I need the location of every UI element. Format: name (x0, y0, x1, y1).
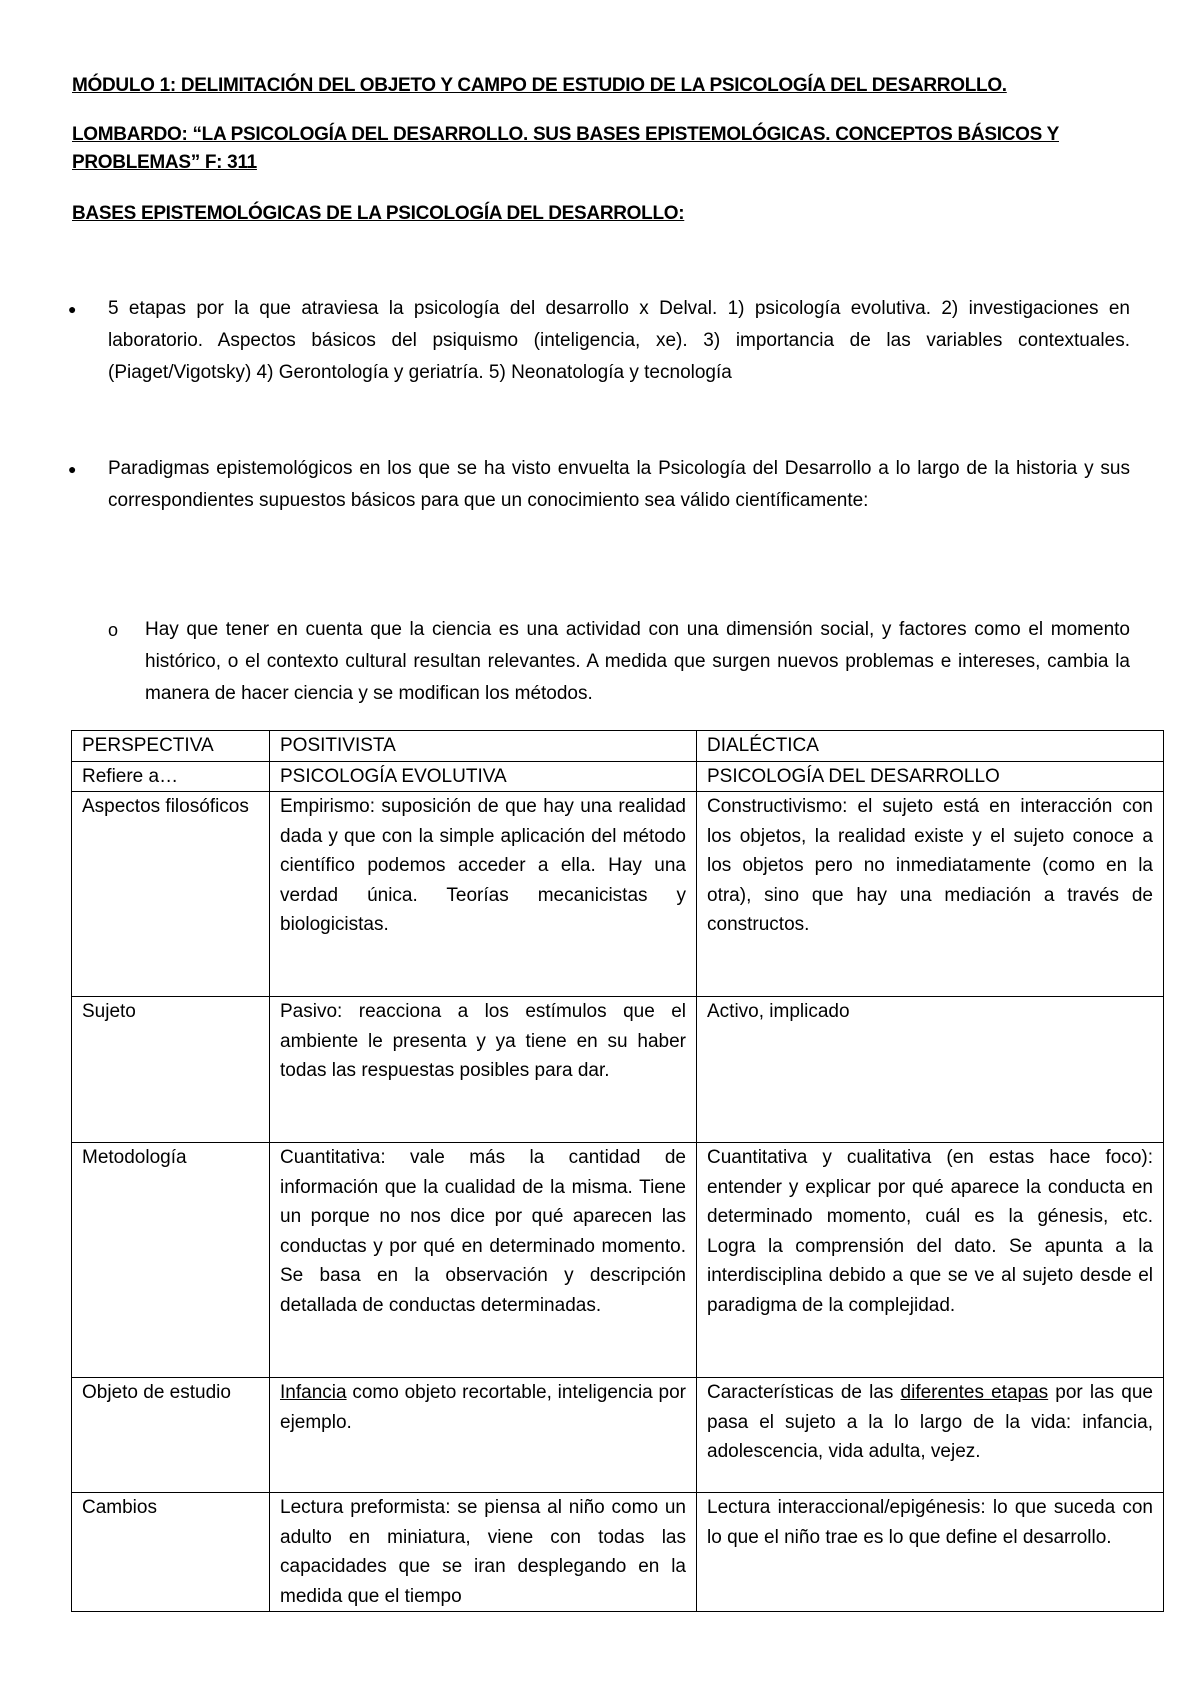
table-cell: Cuantitativa: vale más la cantidad de información que la cualidad de la misma. Tiene un porque no nos dice por qué aparecen las conductas y por qué en determinado momento. Se basa en la observación y descripción detallada de conductas determinadas. (270, 1143, 697, 1378)
module-heading: MÓDULO 1: DELIMITACIÓN DEL OBJETO Y CAMPO DE ESTUDIO DE LA PSICOLOGÍA DEL DESARROLLO. (72, 75, 1007, 96)
table-cell: Pasivo: reacciona a los estímulos que el ambiente le presenta y ya tiene en su haber todas las respuestas posibles para dar. (270, 997, 697, 1143)
table-cell: Activo, implicado (697, 997, 1164, 1143)
table-cell: Objeto de estudio (72, 1378, 270, 1493)
table-cell: Refiere a… (72, 761, 270, 792)
subbullet-ciencia: Hay que tener en cuenta que la ciencia es una actividad con una dimensión social, y factores como el momento histórico, o el contexto cultural resultan relevantes. A medida que surgen nuevos problemas e intereses, cambia la manera de hacer ciencia y se modifican los métodos. (145, 619, 1130, 704)
table-row (72, 731, 1164, 762)
cell-text: Características de las (707, 1382, 901, 1403)
table-cell: Lectura interaccional/epigénesis: lo que suceda con lo que el niño trae es lo que define el desarrollo. (697, 1493, 1164, 1612)
cell-text: por las que pasa el sujeto a la lo largo de la vida: infancia, adolescencia, vida adulta, vejez. (707, 1382, 1154, 1462)
table-cell: Cuantitativa y cualitativa (en estas hace foco): entender y explicar por qué aparece la conducta en determinado momento, cuál es la génesis, etc. Logra la comprensión del dato. Se apunta a la interdisciplina debido a que se ve al sujeto desde el paradigma de la complejidad. (697, 1143, 1164, 1378)
table-row (72, 1143, 1164, 1378)
table-cell: Metodología (72, 1143, 270, 1378)
table-cell: POSITIVISTA (270, 731, 697, 762)
table-cell: Constructivismo: el sujeto está en interacción con los objetos, la realidad existe y el sujeto conoce a los objetos pero no inmediatamente (como en la otra), sino que hay una mediación a través de constructos. (697, 792, 1164, 997)
underlined-text: diferentes etapas (900, 1382, 1049, 1403)
table-row (72, 761, 1164, 792)
table-cell: DIALÉCTICA (697, 731, 1164, 762)
table-row (72, 997, 1164, 1143)
table-cell (697, 1378, 1164, 1493)
cell-text: como objeto recortable, inteligencia por ejemplo. (280, 1382, 686, 1433)
table-cell: Lectura preformista: se piensa al niño como un adulto en miniatura, viene con todas las capacidades que se iran desplegando en la medida que el tiempo (270, 1493, 697, 1612)
table-cell: PSICOLOGÍA EVOLUTIVA (270, 761, 697, 792)
table-cell: Empirismo: suposición de que hay una realidad dada y que con la simple aplicación del método científico podemos acceder a ella. Hay una verdad única. Teorías mecanicistas y biologicistas. (270, 792, 697, 997)
table-row (72, 792, 1164, 997)
table-row (72, 1378, 1164, 1493)
lombardo-heading: LOMBARDO: “LA PSICOLOGÍA DEL DESARROLLO. SUS BASES EPISTEMOLÓGICAS. CONCEPTOS BÁSICOS Y PROBLEMAS” F: 311 (72, 124, 1059, 173)
underlined-text: Infancia (280, 1382, 347, 1403)
bases-heading: BASES EPISTEMOLÓGICAS DE LA PSICOLOGÍA DEL DESARROLLO: (72, 203, 685, 224)
bullet-dot-icon: ● (68, 461, 77, 477)
table-cell: Cambios (72, 1493, 270, 1612)
table-cell: Sujeto (72, 997, 270, 1143)
table-cell: PERSPECTIVA (72, 731, 270, 762)
bullet-paradigmas: Paradigmas epistemológicos en los que se ha visto envuelta la Psicología del Desarrollo a lo largo de la historia y sus correspondientes supuestos básicos para que un conocimiento sea válido científicamente: (108, 458, 1130, 511)
hollow-circle-icon: o (108, 620, 119, 640)
bullet-etapas: 5 etapas por la que atraviesa la psicología del desarrollo x Delval. 1) psicología evolutiva. 2) investigaciones en laboratorio. Aspectos básicos del psiquismo (inteligencia, xe). 3) importancia de las variables contextuales. (Piaget/Vigotsky) 4) Gerontología y geriatría. 5) Neonatología y tecnología (108, 298, 1130, 383)
table-row (72, 1493, 1164, 1612)
comparison-table (71, 730, 1164, 1612)
table-cell: Aspectos filosóficos (72, 792, 270, 997)
table-cell (270, 1378, 697, 1493)
table-cell: PSICOLOGÍA DEL DESARROLLO (697, 761, 1164, 792)
bullet-dot-icon: ● (68, 301, 77, 317)
